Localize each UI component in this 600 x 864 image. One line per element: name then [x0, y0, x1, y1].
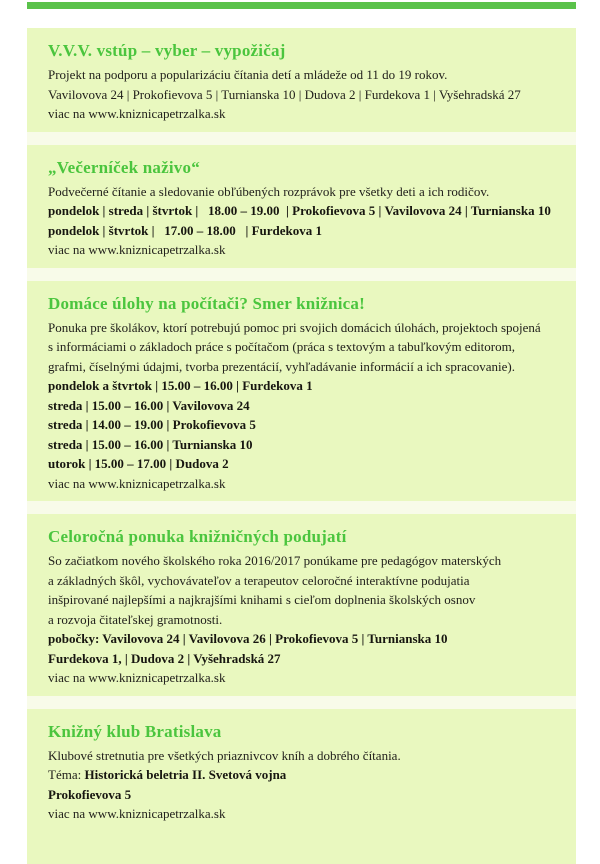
theme-line	[48, 765, 562, 785]
branches-line: Furdekova 1, | Dudova 2 | Vyšehradská 27	[48, 650, 281, 666]
section-description: a rozvoja čitateľskej gramotnosti.	[48, 611, 223, 627]
theme-label: Téma:	[48, 767, 85, 782]
schedule-line: streda | 14.00 – 19.00 | Prokofievova 5	[48, 417, 256, 432]
website-url: viac na www.kniznicapetrzalka.sk	[48, 806, 226, 821]
section-heading: „Večerníček naživo“	[48, 157, 200, 177]
section-description: a základných škôl, vychovávateľov a terapeutov celoročné interaktívne podujatia	[48, 572, 470, 588]
section-heading: Domáce úlohy na počítači? Smer knižnica!	[48, 293, 365, 313]
section-knizny-klub	[27, 709, 576, 864]
website-url: viac na www.kniznicapetrzalka.sk	[48, 106, 226, 121]
section-heading: V.V.V. vstúp – vyber – vypožičaj	[48, 41, 286, 60]
schedule-line: pondelok a štvrtok | 15.00 – 16.00 | Furdekova 1	[48, 378, 313, 393]
section-divider	[27, 501, 576, 514]
section-heading: Celoročná ponuka knižničných podujatí	[48, 527, 347, 546]
schedule-line: streda | 15.00 – 16.00 | Vavilovova 24	[48, 397, 250, 413]
section-description: So začiatkom nového školského roka 2016/2017 ponúkame pre pedagógov materských	[48, 553, 502, 568]
theme-title: Historická beletria II. Svetová vojna	[84, 767, 287, 782]
section-description: s informáciami o základoch práce s počítačom (práca s textovým a tabuľkovým editorom,	[48, 339, 515, 354]
section-celorocna-ponuka	[27, 514, 576, 696]
website-url: viac na www.kniznicapetrzalka.sk	[48, 475, 226, 491]
section-vecernicek-nazivo	[27, 145, 576, 268]
section-heading: Knižný klub Bratislava	[48, 721, 222, 741]
section-description: grafmi, číselnými údajmi, tvorba prezentácií, vyhľadávanie informácií a ich spracovanie).	[48, 358, 515, 374]
section-description: inšpirované najlepšími a najkrajšími knihami s cieľom doplnenia školských osnov	[48, 592, 476, 607]
section-description: Klubové stretnutia pre všetkých priaznivcov kníh a dobrého čítania.	[48, 747, 401, 763]
section-divider	[27, 696, 576, 709]
section-divider	[27, 268, 576, 281]
branch-line: Prokofievova 5	[48, 786, 132, 802]
content-column	[27, 28, 576, 864]
website-url: viac na www.kniznicapetrzalka.sk	[48, 670, 226, 685]
schedule-line: pondelok | streda | štvrtok | 18.00 – 19.00 | Prokofievova 5 | Vavilovova 24 | Turnianska 10	[48, 203, 551, 218]
schedule-line: utorok | 15.00 – 17.00 | Dudova 2	[48, 456, 229, 471]
section-description: Projekt na podporu a popularizáciu čítania detí a mládeže od 11 do 19 rokov.	[48, 67, 448, 82]
section-description: Ponuka pre školákov, ktorí potrebujú pomoc pri svojich domácich úlohách, projektoch spojená	[48, 319, 541, 335]
section-domace-ulohy	[27, 281, 576, 502]
branch-addresses-line: Vavilovova 24 | Prokofievova 5 | Turnianska 10 | Dudova 2 | Furdekova 1 | Vyšehradská 27	[48, 86, 521, 102]
section-vvv-vstup	[27, 28, 576, 132]
schedule-line: streda | 15.00 – 16.00 | Turnianska 10	[48, 436, 253, 452]
section-divider	[27, 132, 576, 145]
top-green-strip	[27, 2, 576, 9]
website-url: viac na www.kniznicapetrzalka.sk	[48, 242, 226, 257]
section-description: Podvečerné čítanie a sledovanie obľúbených rozprávok pre všetky deti a ich rodičov.	[48, 183, 490, 199]
schedule-line: pondelok | štvrtok | 17.00 – 18.00 | Furdekova 1	[48, 222, 323, 238]
branches-line: pobočky: Vavilovova 24 | Vavilovova 26 | Prokofievova 5 | Turnianska 10	[48, 631, 448, 646]
